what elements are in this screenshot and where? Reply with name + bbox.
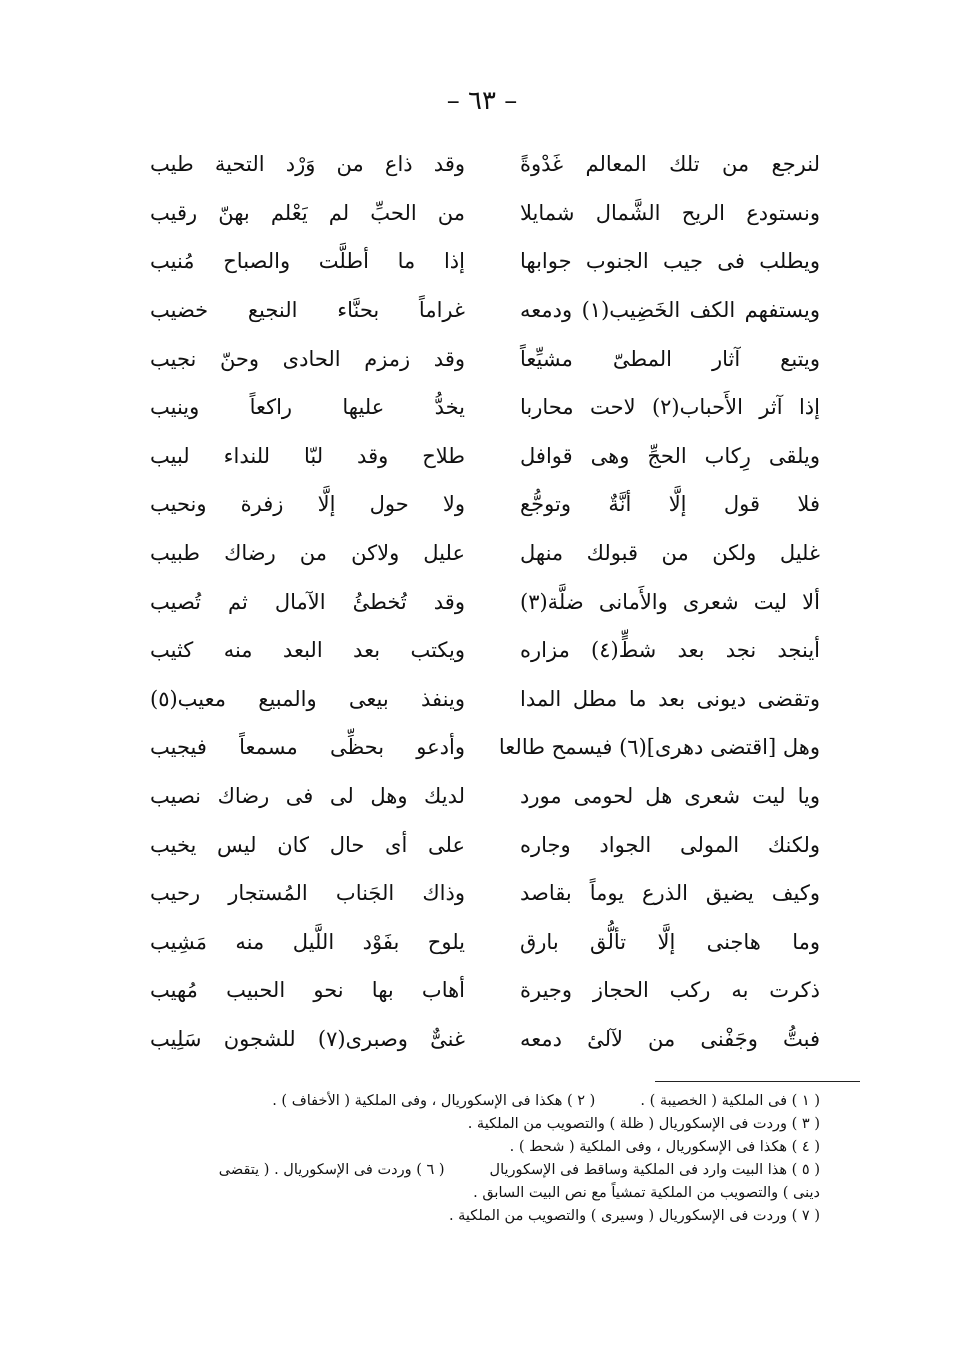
verse-second-hemistich: عليل ولاكن من رضاك طبيب bbox=[150, 541, 465, 566]
verse-second-hemistich: وقد ذاع من وَرْد التحية طيب bbox=[150, 152, 465, 177]
verse-second-hemistich: وقد زمزم الحادى وحنّ نجيب bbox=[150, 346, 465, 371]
footnote-separator bbox=[655, 1081, 860, 1082]
verse-first-hemistich: ونستودع الريح الشَّمال شمايلا bbox=[520, 200, 820, 225]
verse-first-hemistich: ذكرت به ركب الحجاز وجيرة bbox=[520, 978, 820, 1003]
verse-first-hemistich: ألا ليت شعرى والأَمانى ضلَّة(٣) bbox=[520, 589, 820, 614]
verse bbox=[150, 966, 820, 1015]
verse bbox=[150, 869, 820, 918]
footnote-4: ( ٤ ) هكذا فى الإسكوريال ، وفى الملكية ( شحط ) . bbox=[509, 1139, 820, 1155]
verse-second-hemistich: أهاب بها نحو الحبيب مُهيب bbox=[150, 978, 465, 1003]
verse-second-hemistich: على أى حال كان ليس يخيب bbox=[150, 832, 465, 857]
poem bbox=[150, 140, 820, 1063]
verse-second-hemistich: يخدُّ عليها راكعاً وينيب bbox=[150, 395, 465, 420]
footnote-row bbox=[120, 1090, 820, 1113]
verse-first-hemistich: ولكنك المولى الجواد وجاره bbox=[520, 832, 820, 857]
verse bbox=[150, 675, 820, 724]
verse bbox=[150, 626, 820, 675]
verse bbox=[150, 723, 820, 772]
verse bbox=[150, 334, 820, 383]
verse-second-hemistich: لديك وهل لى فى رضاك نصيب bbox=[150, 784, 465, 809]
verse bbox=[150, 918, 820, 967]
verse-second-hemistich: ويكتب بعد البعد منه كثيب bbox=[150, 638, 465, 663]
verse bbox=[150, 383, 820, 432]
verse-first-hemistich: ويلقى رِكاب الحجِّ وهى قوافل bbox=[520, 443, 820, 468]
verse-first-hemistich: وتقضى ديونى بعد ما مطل المدا bbox=[520, 686, 820, 711]
verse-second-hemistich: غنىٌّ وصبرى(٧) للشجون سَلِيب bbox=[150, 1026, 465, 1051]
footnote-1: ( ١ ) فى الملكية ( الخصيبة ) . bbox=[640, 1093, 820, 1109]
verse bbox=[150, 577, 820, 626]
footnotes bbox=[120, 1090, 820, 1228]
footnote-row bbox=[120, 1159, 820, 1182]
footnote-2: ( ٢ ) هكذا فى الإسكوريال ، وفى الملكية ( الأخفاف ) . bbox=[272, 1093, 596, 1109]
verse-second-hemistich: وينفذ بيعى والمبيع معيب(٥) bbox=[150, 686, 465, 711]
footnote-5: ( ٥ ) هذا البيت وارد فى الملكية وساقط فى الإسكوريال bbox=[489, 1162, 820, 1178]
footnote-7: ( ٧ ) وردت فى الإسكوريال ( وسيرى ) والتصويب من الملكية . bbox=[448, 1208, 820, 1224]
verse-first-hemistich: وكيف يضيق الذرع يوماً بقاصد bbox=[520, 881, 820, 906]
verse-first-hemistich: ويطلب فى جيب الجنوب جوابها bbox=[520, 249, 820, 274]
verse-second-hemistich: إذا ما أطلَّت والصباح مُنيب bbox=[150, 249, 465, 274]
verse bbox=[150, 480, 820, 529]
verse-first-hemistich: وهل [اقتضى دهرى](٦) فيسمح طالعا bbox=[498, 735, 820, 760]
verse bbox=[150, 529, 820, 578]
verse-first-hemistich: إذا آثر الأَحباب(٢) لاحت محاربا bbox=[520, 395, 820, 420]
verse-first-hemistich: لنرجع من تلك المعالم غَدْوةً bbox=[520, 152, 820, 177]
verse bbox=[150, 820, 820, 869]
verse bbox=[150, 189, 820, 238]
footnote-6-end: دينى ) والتصويب من الملكية تمشياً مع نص البيت السابق . bbox=[473, 1185, 820, 1201]
verse-second-hemistich: ولا حول إلَّا زفرة ونحيب bbox=[150, 492, 465, 517]
verse bbox=[150, 1015, 820, 1064]
footnote-3: ( ٣ ) وردت فى الإسكوريال ( ظلة ) والتصويب من الملكية . bbox=[467, 1116, 820, 1132]
verse-second-hemistich: وذاك الجَناب المُستجار رحيب bbox=[150, 881, 465, 906]
verse-first-hemistich: ويا ليت شعرى هل لحومى مورد bbox=[520, 784, 820, 809]
verse-first-hemistich: فلا قول إلَّا أنَّةٌ وتوجُّع bbox=[520, 492, 820, 517]
verse-first-hemistich: فبتُّ وجَفْنى من لآلئ دمعه bbox=[520, 1026, 820, 1051]
verse-first-hemistich: وما هاجنى إلَّا تألُّق بارق bbox=[520, 929, 820, 954]
verse-second-hemistich: يلوح بفَوْد اللَّيل منه مَشِيب bbox=[150, 929, 465, 954]
verse-second-hemistich: غراماً بحنَّاء النجيع خضيب bbox=[150, 298, 465, 323]
verse bbox=[150, 432, 820, 481]
verse-second-hemistich: وقد تُخطئُ الآمال ثم تُصيب bbox=[150, 589, 465, 614]
footnote-6-start: ( ٦ ) وردت فى الإسكوريال . ( يتقضى bbox=[218, 1162, 445, 1178]
verse-first-hemistich: ويتبع آثار المطىّ مشيِّعاً bbox=[520, 346, 820, 371]
verse-first-hemistich: أينجد نجد بعد شطٍّ(٤) مزاره bbox=[520, 638, 820, 663]
verse-second-hemistich: وأدعو بحظِّى مسمعاً فيجيب bbox=[150, 735, 465, 760]
verse bbox=[150, 772, 820, 821]
page-number: – ٦٣ – bbox=[446, 86, 518, 116]
verse-second-hemistich: من الحبِّ لم يَعْلم بهنّ رقيب bbox=[150, 200, 465, 225]
verse-first-hemistich: غليل ولكن من قبولك منهل bbox=[520, 541, 820, 566]
verse-second-hemistich: طلاح وقد لبّا للنداء لبيب bbox=[150, 443, 465, 468]
verse-first-hemistich: ويستفهم الكف الخَضِيب(١) ودمعه bbox=[520, 298, 821, 323]
verse bbox=[150, 286, 820, 335]
verse bbox=[150, 237, 820, 286]
verse bbox=[150, 140, 820, 189]
